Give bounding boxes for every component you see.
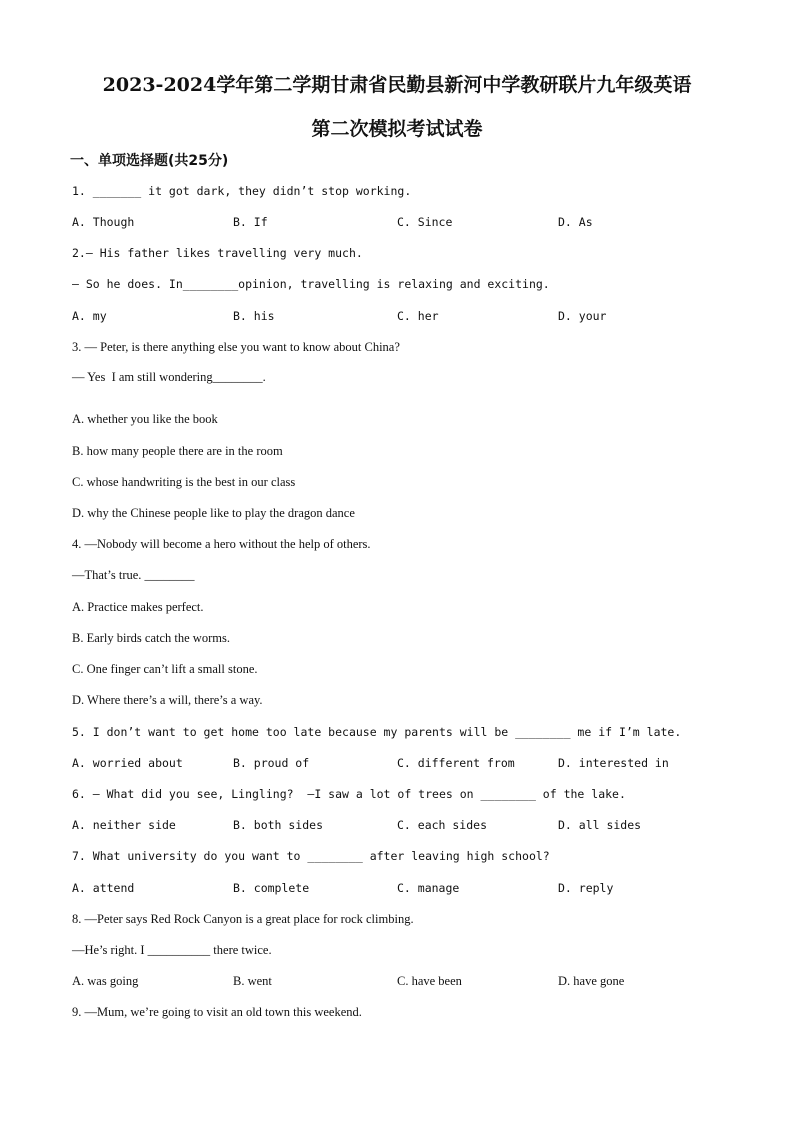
exam-title: 2023-2024学年第二学期甘肃省民勤县新河中学教研联片九年级英语	[102, 74, 692, 96]
q8-option-a: A. was going	[72, 974, 139, 988]
question-9: 9. —Mum, we’re going to visit an old town this weekend.	[72, 1005, 362, 1019]
q2-option-d: D. your	[558, 309, 607, 323]
q3-option-c: C. whose handwriting is the best in our class	[72, 475, 296, 489]
question-4: 4. —Nobody will become a hero without the help of others.	[72, 537, 371, 551]
q4-option-c: C. One finger can’t lift a small stone.	[72, 662, 258, 676]
q5-option-b: B. proud of	[233, 756, 310, 770]
q7-option-d: D. reply	[558, 881, 614, 895]
q8-option-c: C. have been	[397, 974, 462, 988]
q6-option-b: B. both sides	[233, 818, 324, 832]
q6-option-d: D. all sides	[558, 818, 642, 832]
q5-option-d: D. interested in	[558, 756, 669, 770]
question-7: 7. What university do you want to ________ after leaving high school?	[72, 849, 550, 863]
q3-option-a: A. whether you like the book	[72, 412, 218, 426]
q7-option-c: C. manage	[397, 881, 460, 895]
q4-option-d: D. Where there’s a will, there’s a way.	[72, 693, 263, 707]
q2-option-c: C. her	[397, 309, 439, 323]
q3-option-b: B. how many people there are in the room	[72, 444, 283, 458]
q2-option-a: A. my	[72, 309, 107, 323]
q1-option-b: B. If	[233, 215, 268, 229]
question-8-reply: —He’s right. I __________ there twice.	[72, 943, 272, 957]
q8-option-d: D. have gone	[558, 974, 625, 988]
q3-option-d: D. why the Chinese people like to play the dragon dance	[72, 506, 355, 520]
question-6: 6. — What did you see, Lingling? —I saw a lot of trees on ________ of the lake.	[72, 787, 626, 801]
question-3-reply: — Yes I am still wondering________.	[72, 370, 266, 384]
q5-option-c: C. different from	[397, 756, 515, 770]
q7-option-a: A. attend	[72, 881, 135, 895]
q8-option-b: B. went	[233, 974, 272, 988]
question-3: 3. — Peter, is there anything else you want to know about China?	[72, 340, 400, 354]
section-heading: 一、单项选择题(共25分)	[70, 153, 229, 169]
question-5: 5. I don’t want to get home too late because my parents will be ________ me if I’m late.	[72, 725, 682, 739]
q4-option-b: B. Early birds catch the worms.	[72, 631, 230, 645]
q2-option-b: B. his	[233, 309, 275, 323]
exam-subtitle: 第二次模拟考试试卷	[311, 118, 483, 140]
question-2: 2.— His father likes travelling very much.	[72, 246, 363, 260]
q1-option-c: C. Since	[397, 215, 453, 229]
q4-option-a: A. Practice makes perfect.	[72, 600, 204, 614]
question-2-reply: — So he does. In________opinion, travelling is relaxing and exciting.	[72, 277, 550, 291]
q6-option-a: A. neither side	[72, 818, 176, 832]
question-1: 1. _______ it got dark, they didn’t stop working.	[72, 184, 412, 198]
q7-option-b: B. complete	[233, 881, 310, 895]
q1-option-d: D. As	[558, 215, 593, 229]
question-8: 8. —Peter says Red Rock Canyon is a great place for rock climbing.	[72, 912, 414, 926]
question-4-reply: —That’s true. ________	[72, 568, 195, 582]
q1-option-a: A. Though	[72, 215, 135, 229]
q5-option-a: A. worried about	[72, 756, 183, 770]
q6-option-c: C. each sides	[397, 818, 488, 832]
